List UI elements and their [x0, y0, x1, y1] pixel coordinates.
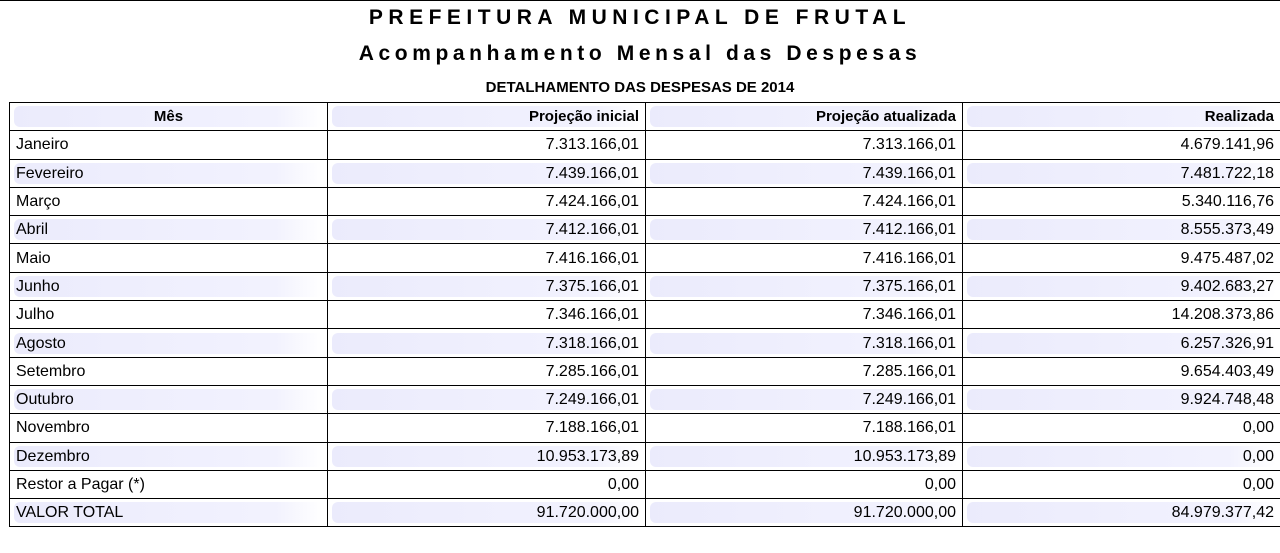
- table-row: [10, 131, 1280, 159]
- table-row: [10, 159, 1280, 187]
- table-row: [10, 329, 1280, 357]
- cell-projecao-inicial-value: 0,00: [607, 476, 639, 493]
- cell-projecao-atualizada: [646, 357, 963, 385]
- cell-mes: [10, 385, 328, 413]
- cell-projecao-inicial-value: 7.424.166,01: [545, 193, 639, 211]
- cell-realizada-value: 9.402.683,27: [967, 276, 1276, 297]
- cell-realizada: [963, 272, 1280, 300]
- cell-projecao-inicial: [328, 499, 646, 527]
- cell-projecao-atualizada-value: 10.953.173,89: [650, 446, 958, 467]
- table-row: [10, 414, 1280, 442]
- cell-realizada-value: 14.208.373,86: [1171, 306, 1274, 324]
- cell-projecao-atualizada-value: 7.188.166,01: [862, 419, 956, 437]
- cell-mes: [10, 357, 328, 385]
- cell-mes-value: Janeiro: [16, 136, 69, 154]
- cell-realizada: [963, 329, 1280, 357]
- table-row: [10, 216, 1280, 244]
- cell-mes: [10, 131, 328, 159]
- cell-realizada: [963, 385, 1280, 413]
- cell-projecao-inicial-value: 7.313.166,01: [545, 136, 639, 154]
- cell-projecao-atualizada: [646, 272, 963, 300]
- cell-projecao-atualizada-value: 0,00: [924, 476, 956, 493]
- cell-projecao-inicial: [328, 329, 646, 357]
- cell-projecao-inicial: [328, 357, 646, 385]
- cell-mes-value: Fevereiro: [14, 163, 323, 184]
- cell-mes-value: Outubro: [14, 389, 323, 410]
- cell-mes: [10, 244, 328, 272]
- header-realizada-label: Realizada: [967, 106, 1276, 127]
- table-row: [10, 272, 1280, 300]
- cell-projecao-atualizada-value: 7.439.166,01: [650, 163, 958, 184]
- cell-mes-value: Junho: [14, 276, 323, 297]
- cell-projecao-atualizada: [646, 329, 963, 357]
- cell-projecao-inicial: [328, 301, 646, 329]
- cell-projecao-inicial-value: 7.285.166,01: [545, 362, 639, 380]
- cell-realizada: [963, 414, 1280, 442]
- cell-projecao-atualizada-value: 7.318.166,01: [650, 333, 958, 354]
- cell-projecao-inicial-value: 7.439.166,01: [332, 163, 641, 184]
- cell-mes: [10, 159, 328, 187]
- cell-realizada: [963, 357, 1280, 385]
- cell-projecao-atualizada: [646, 187, 963, 215]
- cell-projecao-inicial: [328, 272, 646, 300]
- table-row: [10, 357, 1280, 385]
- cell-realizada: [963, 216, 1280, 244]
- cell-projecao-inicial-value: 7.375.166,01: [332, 276, 641, 297]
- cell-projecao-atualizada: [646, 131, 963, 159]
- cell-projecao-atualizada: [646, 159, 963, 187]
- cell-projecao-atualizada-value: 7.375.166,01: [650, 276, 958, 297]
- table-row: [10, 301, 1280, 329]
- cell-projecao-atualizada: [646, 385, 963, 413]
- cell-mes: [10, 470, 328, 498]
- cell-projecao-atualizada-value: 7.313.166,01: [862, 136, 956, 154]
- table-row: [10, 442, 1280, 470]
- cell-mes-value: Março: [16, 193, 61, 211]
- cell-projecao-atualizada-value: 7.416.166,01: [862, 249, 956, 267]
- cell-projecao-atualizada: [646, 442, 963, 470]
- cell-mes-value: Restor a Pagar (*): [16, 476, 145, 493]
- cell-projecao-atualizada-value: 91.720.000,00: [650, 502, 958, 523]
- cell-realizada-value: 0,00: [967, 446, 1276, 467]
- table-row: [10, 187, 1280, 215]
- cell-realizada: [963, 244, 1280, 272]
- page-title: PREFEITURA MUNICIPAL DE FRUTAL: [368, 6, 912, 29]
- cell-projecao-inicial: [328, 244, 646, 272]
- cell-projecao-inicial-value: 7.249.166,01: [332, 389, 641, 410]
- page-subtitle: Acompanhamento Mensal das Despesas: [358, 42, 922, 65]
- cell-realizada-value: 0,00: [1242, 476, 1274, 493]
- table-header-row: [10, 103, 1280, 131]
- cell-realizada-value: 9.654.403,49: [1180, 362, 1274, 380]
- cell-realizada: [963, 131, 1280, 159]
- cell-mes: [10, 414, 328, 442]
- cell-projecao-atualizada: [646, 216, 963, 244]
- cell-mes-value: Setembro: [16, 362, 86, 380]
- cell-projecao-inicial: [328, 216, 646, 244]
- cell-mes-value: Agosto: [14, 333, 323, 354]
- cell-realizada-value: 0,00: [1242, 419, 1274, 437]
- table-row: [10, 244, 1280, 272]
- cell-mes-value: Abril: [14, 219, 323, 240]
- cell-realizada-value: 5.340.116,76: [1181, 193, 1274, 211]
- cell-projecao-inicial-value: 91.720.000,00: [332, 502, 641, 523]
- cell-realizada-value: 6.257.326,91: [967, 333, 1276, 354]
- expenses-table: [9, 102, 1280, 527]
- cell-projecao-inicial: [328, 187, 646, 215]
- cell-mes: [10, 442, 328, 470]
- cell-mes: [10, 187, 328, 215]
- cell-projecao-inicial: [328, 470, 646, 498]
- cell-mes-value: VALOR TOTAL: [14, 502, 323, 523]
- header-projecao-inicial: [328, 103, 646, 131]
- cell-realizada-value: 84.979.377,42: [967, 502, 1276, 523]
- cell-projecao-inicial-value: 10.953.173,89: [332, 446, 641, 467]
- table-total-row: [10, 499, 1280, 527]
- table-caption: DETALHAMENTO DAS DESPESAS DE 2014: [485, 79, 795, 96]
- cell-projecao-atualizada: [646, 414, 963, 442]
- table-row: [10, 385, 1280, 413]
- table-body: [10, 131, 1280, 527]
- cell-projecao-inicial-value: 7.346.166,01: [545, 306, 639, 324]
- cell-projecao-inicial-value: 7.416.166,01: [545, 249, 639, 267]
- cell-mes: [10, 301, 328, 329]
- cell-mes: [10, 499, 328, 527]
- cell-mes: [10, 329, 328, 357]
- cell-projecao-inicial-value: 7.318.166,01: [332, 333, 641, 354]
- top-rule: [0, 0, 1280, 1]
- table-row: [10, 470, 1280, 498]
- cell-projecao-atualizada: [646, 499, 963, 527]
- cell-realizada: [963, 187, 1280, 215]
- cell-projecao-atualizada-value: 7.412.166,01: [650, 219, 958, 240]
- cell-projecao-atualizada: [646, 470, 963, 498]
- cell-projecao-inicial: [328, 131, 646, 159]
- cell-realizada-value: 4.679.141,96: [1180, 136, 1274, 154]
- cell-projecao-atualizada-value: 7.285.166,01: [862, 362, 956, 380]
- cell-realizada-value: 7.481.722,18: [967, 163, 1276, 184]
- cell-realizada: [963, 442, 1280, 470]
- cell-projecao-inicial: [328, 385, 646, 413]
- header-realizada: [963, 103, 1280, 131]
- cell-realizada-value: 9.475.487,02: [1180, 249, 1274, 267]
- cell-projecao-inicial: [328, 159, 646, 187]
- cell-projecao-inicial-value: 7.412.166,01: [332, 219, 641, 240]
- cell-projecao-atualizada-value: 7.424.166,01: [862, 193, 956, 211]
- cell-mes: [10, 272, 328, 300]
- cell-projecao-inicial-value: 7.188.166,01: [545, 419, 639, 437]
- cell-realizada-value: 8.555.373,49: [967, 219, 1276, 240]
- cell-projecao-inicial: [328, 414, 646, 442]
- header-mes: [10, 103, 328, 131]
- cell-mes-value: Maio: [16, 249, 51, 267]
- cell-projecao-atualizada: [646, 301, 963, 329]
- cell-projecao-atualizada-value: 7.249.166,01: [650, 389, 958, 410]
- cell-projecao-inicial: [328, 442, 646, 470]
- cell-realizada-value: 9.924.748,48: [967, 389, 1276, 410]
- cell-mes: [10, 216, 328, 244]
- cell-mes-value: Novembro: [16, 419, 90, 437]
- header-projecao-atualizada: [646, 103, 963, 131]
- cell-projecao-atualizada-value: 7.346.166,01: [862, 306, 956, 324]
- header-projecao-atualizada-label: Projeção atualizada: [650, 106, 958, 127]
- header-projecao-inicial-label: Projeção inicial: [332, 106, 641, 127]
- cell-realizada: [963, 159, 1280, 187]
- cell-realizada: [963, 499, 1280, 527]
- cell-mes-value: Dezembro: [14, 446, 323, 467]
- cell-projecao-atualizada: [646, 244, 963, 272]
- cell-realizada: [963, 301, 1280, 329]
- cell-mes-value: Julho: [16, 306, 55, 324]
- header-mes-label: Mês: [14, 106, 323, 127]
- cell-realizada: [963, 470, 1280, 498]
